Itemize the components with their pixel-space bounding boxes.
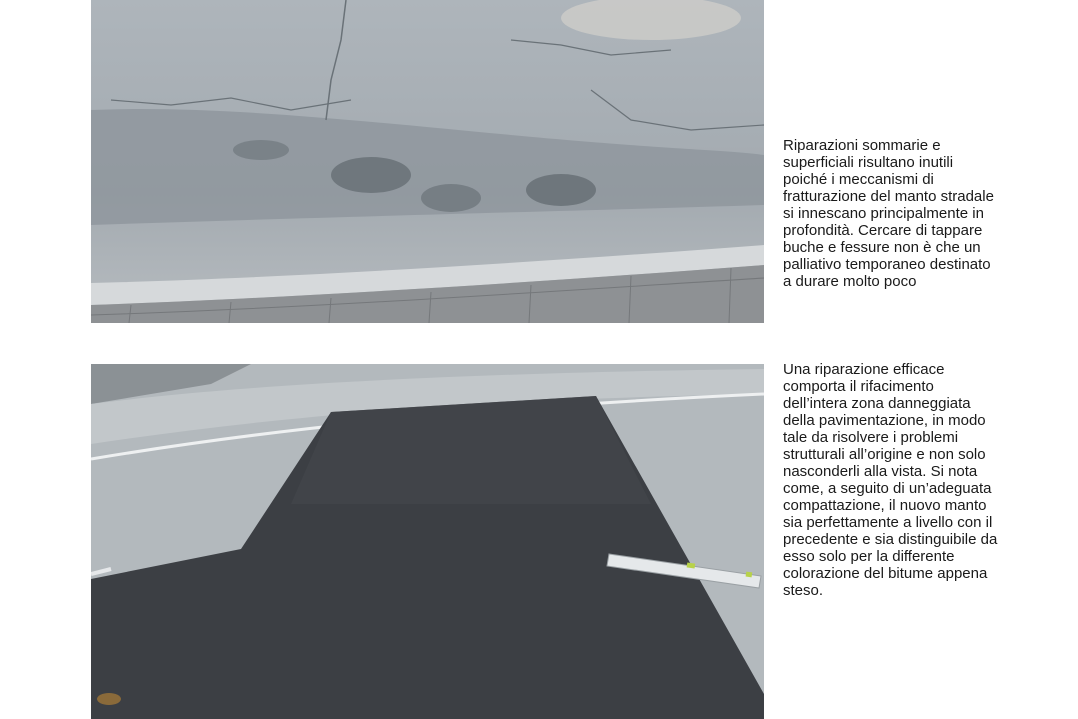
cracked-road-photo [91, 0, 764, 323]
repaired-road-photo [91, 364, 764, 719]
caption-cracked-road: Riparazioni sommarie e superficiali risultano inutili poiché i meccanismi di fratturazione del manto stradale si innescano principalmente in profondità. Cercare di tappare buche e fessure non è che un palliativo temporaneo destinato a durare molto poco [783, 137, 994, 290]
caption-repaired-road: Una riparazione efficace comporta il rifacimento dell’intera zona danneggiata della pavimentazione, in modo tale da risolvere i problemi strutturali all’origine e non solo nasconderli alla vista. Si nota come, a seguito di un’adeguata compattazione, il nuovo manto sia perfettamente a livello con il precedente e sia distinguibile da esso solo per la differente colorazione del bitume appena steso. [783, 361, 998, 599]
cracked-road-image [91, 0, 764, 323]
repaired-road-image [91, 364, 764, 719]
